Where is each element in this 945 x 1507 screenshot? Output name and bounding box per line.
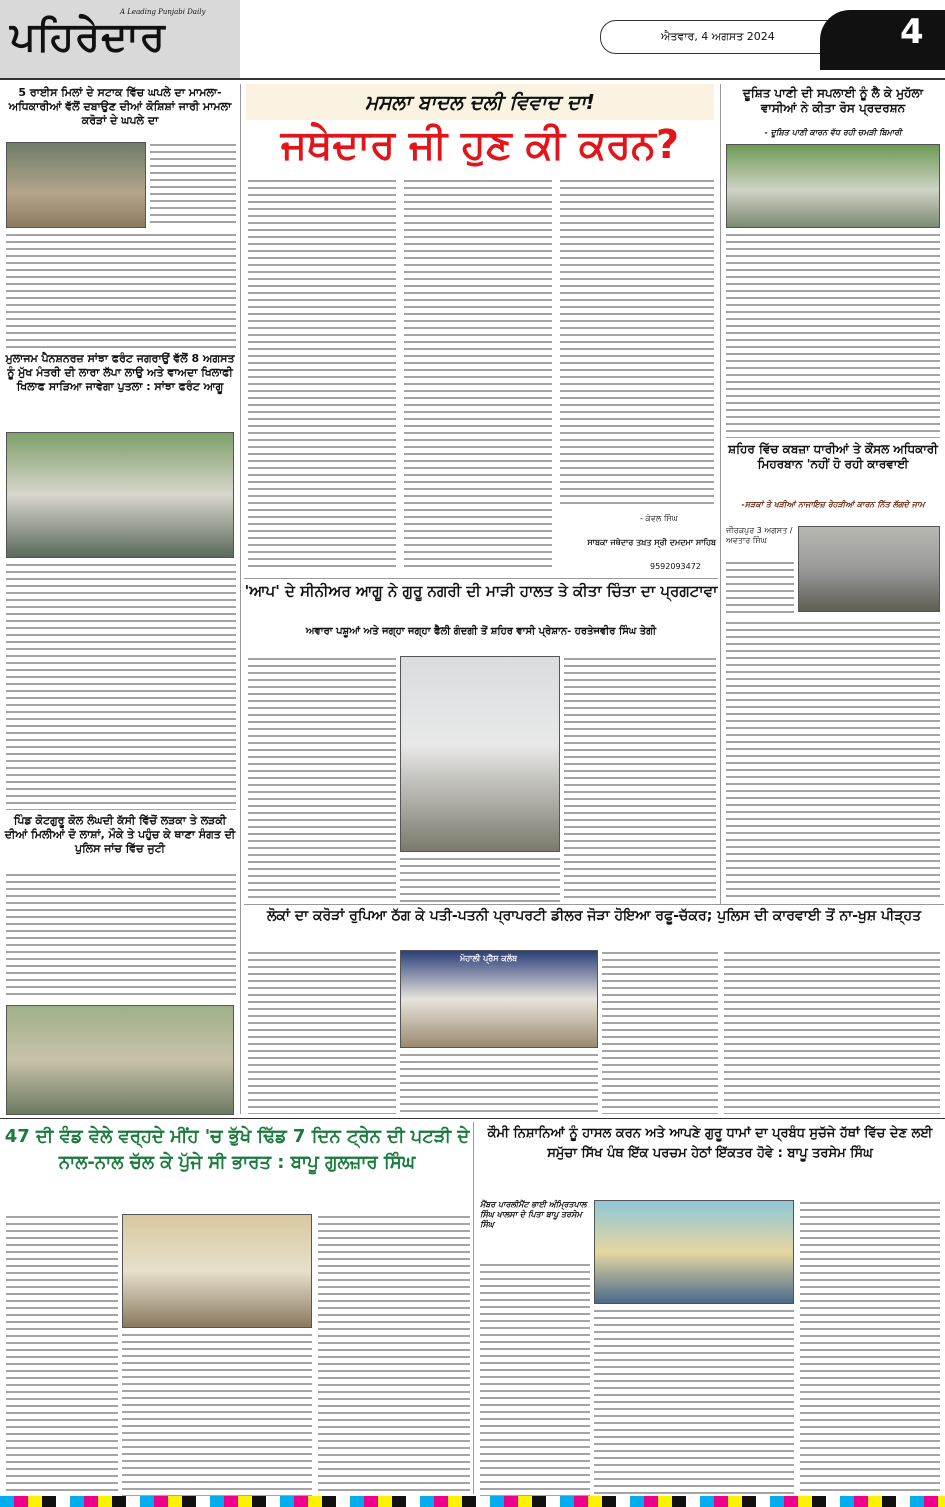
headline-aap-leader: 'ਆਪ' ਦੇ ਸੀਨੀਅਰ ਆਗੂ ਨੇ ਗੁਰੂ ਨਗਰੀ ਦੀ ਮਾੜੀ ਹਾਲਤ ਤੇ ਕੀਤਾ ਚਿੰਤਾ ਦਾ ਪ੍ਰਗਟਾਵਾ (244, 582, 718, 600)
newspaper-logo: ਪਹਿਰੇਦਾਰ (10, 14, 166, 60)
body-text (150, 142, 236, 228)
subheadline-encroachment: -ਸੜਕਾਂ ਤੇ ਖੜੀਆਂ ਨਾਜਾਇਜ਼ ਰੇਹੜੀਆਂ ਕਾਰਨ ਨਿੱਤ ਲੱਗਦੇ ਜਾਮ (741, 500, 925, 509)
issue-date: ਐਤਵਾਰ, 4 ਅਗਸਤ 2024 (600, 20, 840, 54)
subheadline-aap: ਅਵਾਰਾ ਪਸ਼ੂਆਂ ਅਤੇ ਜਗ੍ਹਾ ਜਗ੍ਹਾ ਫੈਲੀ ਗੰਦਗੀ ਤੋਂ ਸ਼ਹਿਰ ਵਾਸੀ ਪ੍ਰੇਸ਼ਾਨ- ਹਰਤੇਜਵੀਰ ਸਿੰਘ ਤੇਗੀ (305, 626, 657, 637)
photo-press-conference (400, 950, 598, 1048)
body-text (6, 872, 236, 1000)
author-phone: 9592093472 (650, 562, 701, 571)
photo-street-vendors (798, 526, 940, 612)
page-number-box (820, 10, 945, 70)
headline-pensioners: ਮੁਲਾਜਮ ਪੈਨਸ਼ਨਰਜ਼ ਸਾਂਝਾ ਫਰੰਟ ਜਗਰਾਉਂ ਵੱਲੋਂ 8 ਅਗਸਤ ਨੂੰ ਮੁੱਖ ਮੰਤਰੀ ਦੀ ਲਾਰਾ ਲੱਪਾ ਲਾਉ ਅਤੇ ਵਾਅਦਾ ਖਿਲਾਫੀ ਖਿਲਾਫ ਸਾੜਿਆ ਜਾਵੇਗਾ ਪੁਤਲਾ : ਸਾਂਝਾ ਫਰੰਟ ਆਗੂ (5, 352, 235, 393)
body-text (6, 562, 236, 810)
headline-partition-story: 47 ਦੀ ਵੰਡ ਵੇਲੇ ਵਰ੍ਹਦੇ ਮੀਂਹ 'ਚ ਭੁੱਖੇ ਢਿੱਡ 7 ਦਿਨ ਟ੍ਰੇਨ ਦੀ ਪਟੜੀ ਦੇ ਨਾਲ-ਨਾਲ ਚੱਲ ਕੇ ਪੁੱਜੇ ਸੀ ਭਾਰਤ : ਬਾਪੂ ਗੁਲਜ਼ਾਰ ਸਿੰਘ (4, 1126, 470, 1174)
photo-bapu-gulzar-singh (122, 1214, 312, 1328)
subheadline-polluted-water: - ਦੂਸ਼ਿਤ ਪਾਣੀ ਕਾਰਨ ਵੱਧ ਰਹੀ ਚਮੜੀ ਬਿਮਾਰੀ (764, 128, 902, 137)
body-text (6, 232, 236, 348)
body-text (400, 1052, 598, 1114)
body-text (564, 656, 716, 902)
body-text (318, 1214, 470, 1496)
body-text (6, 1214, 118, 1496)
body-text (404, 178, 552, 570)
column-divider (473, 1122, 474, 1494)
body-text (400, 856, 560, 902)
pull-quote: ਮੈਂਬਰ ਪਾਰਲੀਮੈਂਟ ਭਾਈ ਅੰਮ੍ਰਿਤਪਾਲ ਸਿੰਘ ਖਾਲਸਾ ਦੇ ਪਿਤਾ ਬਾਪੂ ਤਰਸੇਮ ਸਿੰਘ (480, 1200, 587, 1229)
column-divider (720, 84, 721, 904)
body-text (122, 1332, 312, 1496)
author-name: - ਕੇਵਲ ਸਿੰਘ (640, 514, 678, 523)
body-text (800, 1200, 940, 1496)
printer-color-bar (0, 1496, 945, 1507)
column-divider (240, 84, 241, 1114)
photo-tarsem-singh-meeting (594, 1200, 794, 1304)
photo-pensioners-meeting (6, 432, 234, 558)
body-text (594, 1308, 794, 1496)
body-text (724, 950, 940, 1114)
headline-bapu-tarsem-singh: ਕੌਮੀ ਨਿਸ਼ਾਨਿਆਂ ਨੂੰ ਹਾਸਲ ਕਰਨ ਅਤੇ ਆਪਣੇ ਗੁਰੂ ਧਾਮਾਂ ਦਾ ਪ੍ਰਬੰਧ ਸੁਚੱਜੇ ਹੱਥਾਂ ਵਿੱਚ ਦੇਣ ਲਈ ਸਮੁੱਚਾ ਸਿੱਖ ਪੰਥ ਇੱਕ ਪਰਚਮ ਹੇਠਾਂ ਇੱਕਤਰ ਹੋਵੇ : ਬਾਪੂ ਤਰਸੇਮ ਸਿੰਘ (487, 1126, 933, 1161)
body-text (726, 560, 794, 616)
photo-police-canal (6, 1005, 234, 1115)
author-title: ਸਾਬਕਾ ਜਥੇਦਾਰ ਤਖ਼ਤ ਸ੍ਰੀ ਦਮਦਮਾ ਸਾਹਿਬ (587, 538, 716, 547)
photo-rice-stock (6, 142, 146, 228)
divider (0, 1118, 945, 1119)
page-number: 4 (900, 12, 924, 52)
headline-kotguru: ਪਿੰਡ ਕੋਟਗੁਰੂ ਕੋਲ ਲੰਘਦੀ ਕੱਸੀ ਵਿੱਚੋਂ ਲੜਕਾ ਤੇ ਲੜਕੀ ਦੀਆਂ ਮਿਲੀਆਂ ਦੋ ਲਾਸ਼ਾਂ, ਮੌਕੇ ਤੇ ਪਹੁੰਚ ਕੇ ਥਾਣਾ ਸੰਗਤ ਦੀ ਪੁਲਿਸ ਜਾਂਚ ਵਿੱਚ ਜੁਟੀ (4, 814, 236, 855)
divider (244, 904, 944, 905)
body-text (726, 620, 940, 902)
body-text (248, 178, 396, 570)
press-club-banner: ਮੋਹਾਲੀ ਪ੍ਰੈਸ ਕਲੱਬ (460, 954, 518, 963)
tagline: A Leading Punjabi Daily (120, 8, 206, 16)
body-text (726, 232, 940, 438)
lead-headline: ਜਥੇਦਾਰ ਜੀ ਹੁਣ ਕੀ ਕਰਨ? (280, 122, 680, 168)
body-text (560, 178, 714, 508)
dateline: ਜੀਰਕਪੁਰ 3 ਅਗਸਤ /ਅਵਤਾਰ ਸਿੰਘ (726, 526, 793, 545)
photo-residents-protest (726, 144, 940, 228)
headline-encroachment: ਸ਼ਹਿਰ ਵਿੱਚ ਕਬਜ਼ਾ ਧਾਰੀਆਂ ਤੇ ਕੌਂਸਲ ਅਧਿਕਾਰੀ ਮਿਹਰਬਾਨ 'ਨਹੀਂ ਹੋ ਰਹੀ ਕਾਰਵਾਈ (728, 442, 938, 471)
body-text (248, 656, 396, 902)
headline-property-dealer-fraud: ਲੋਕਾਂ ਦਾ ਕਰੋੜਾਂ ਰੁਪਿਆ ਠੱਗ ਕੇ ਪਤੀ-ਪਤਨੀ ਪ੍ਰਾਪਰਟੀ ਡੀਲਰ ਜੋੜਾ ਹੋਇਆ ਰਫੂ-ਚੱਕਰ; ਪੁਲਿਸ ਦੀ ਕਾਰਵਾਈ ਤੋਂ ਨਾ-ਖੁਸ਼ ਪੀੜ੍ਹਤ (266, 908, 922, 924)
photo-garbage-street (400, 656, 560, 852)
body-text (248, 950, 396, 1114)
lead-kicker: ਮਸਲਾ ਬਾਦਲ ਦਲੀ ਵਿਵਾਦ ਦਾ! (365, 90, 595, 114)
body-text (602, 950, 718, 1114)
divider (244, 578, 718, 579)
headline-polluted-water: ਦੂਸ਼ਿਤ ਪਾਣੀ ਦੀ ਸਪਲਾਈ ਨੂੰ ਲੈ ਕੇ ਮੁਹੱਲਾ ਵਾਸੀਆਂ ਨੇ ਕੀਤਾ ਰੋਸ ਪ੍ਰਦਰਸ਼ਨ (742, 86, 924, 115)
body-text (480, 1262, 590, 1496)
headline-rice-mill: 5 ਰਾਈਸ ਮਿਲਾਂ ਦੇ ਸਟਾਕ ਵਿੱਚ ਘਪਲੇ ਦਾ ਮਾਮਲਾ- ਅਧਿਕਾਰੀਆਂ ਵੱਲੋਂ ਦਬਾਉਣ ਦੀਆਂ ਕੋਸ਼ਿਸ਼ਾਂ ਜਾਰੀ ਮਾਮਲਾ ਕਰੋੜਾਂ ਦੇ ਘਪਲੇ ਦਾ (4, 86, 236, 127)
